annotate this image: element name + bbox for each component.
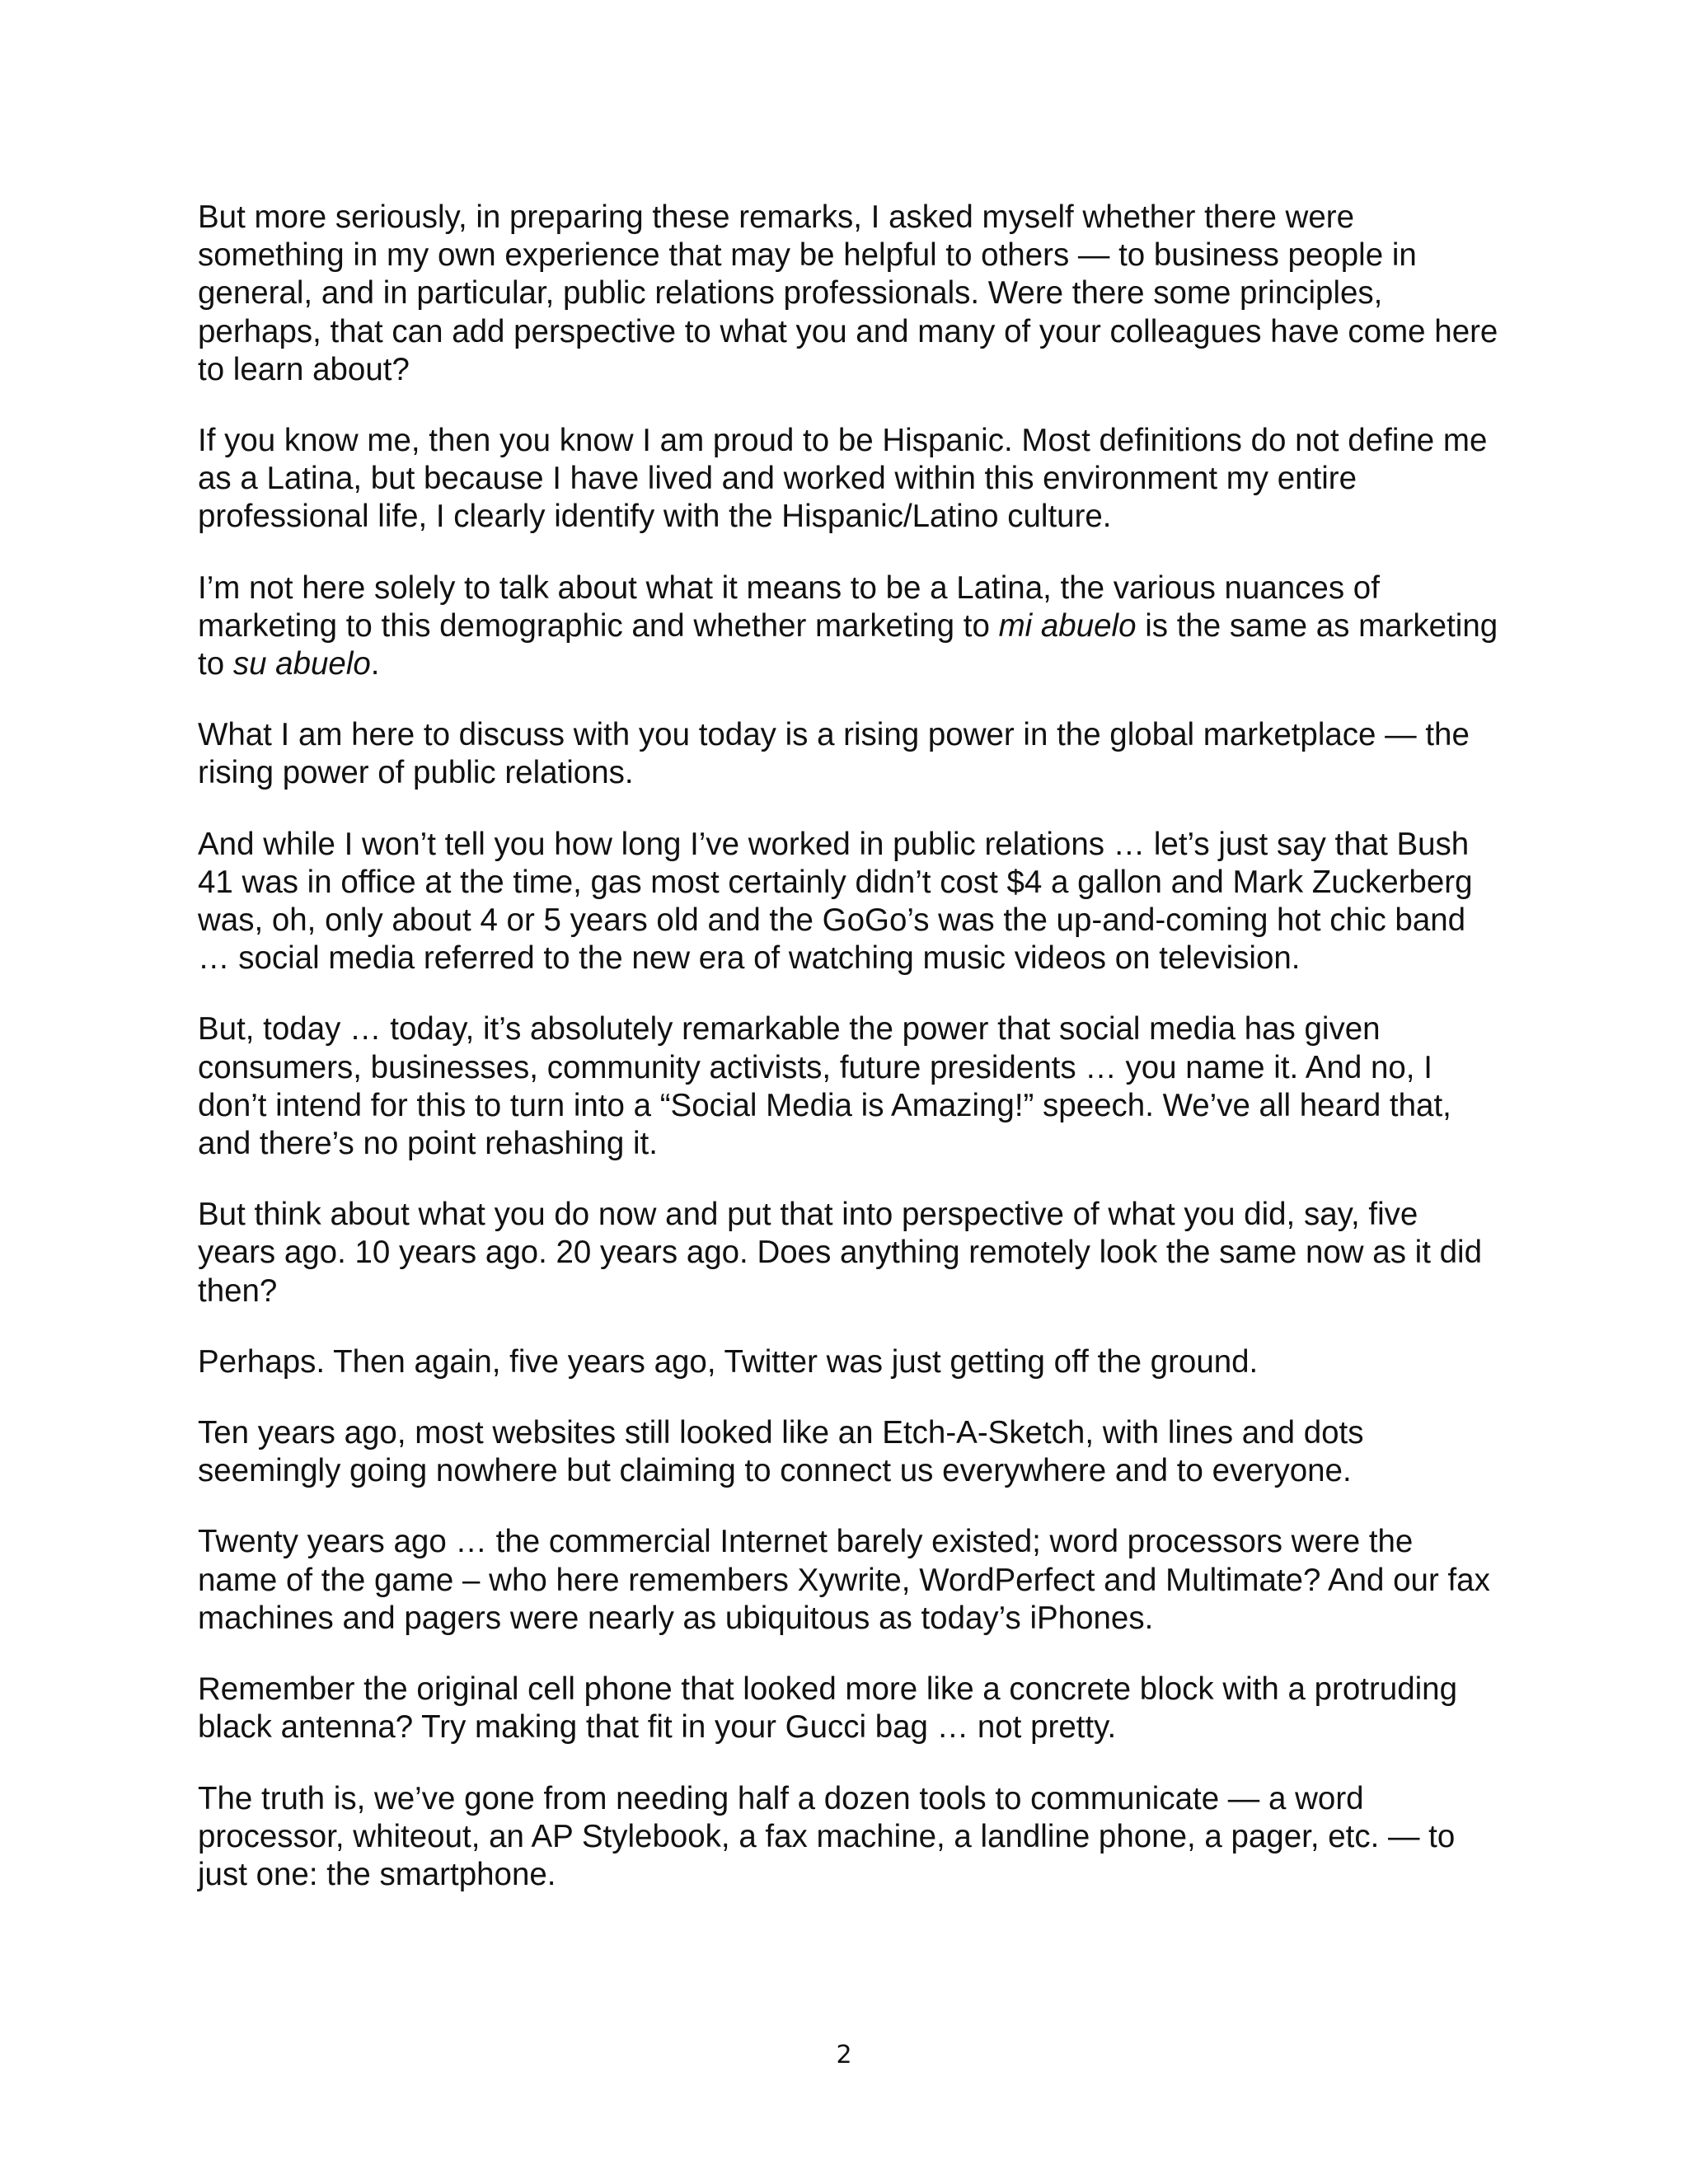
paragraph	[198, 569, 1500, 684]
paragraph-text: .	[370, 646, 380, 682]
paragraph-text: is the same as marketing to	[198, 607, 1498, 682]
paragraph	[198, 1343, 1500, 1381]
paragraph	[198, 1671, 1500, 1746]
paragraph	[198, 1780, 1500, 1895]
paragraph-text: Perhaps. Then again, five years ago, Twitter was just getting off the ground.	[198, 1343, 1259, 1380]
paragraph-text: Twenty years ago … the commercial Internet barely existed; word processors were the name of the game – who here remembers Xywrite, WordPerfect and Multimate? And our fax machines and pagers were nearly as ubiquitous as today’s iPhones.	[198, 1524, 1490, 1636]
speech-body	[198, 199, 1500, 1927]
paragraph	[198, 826, 1500, 978]
paragraph	[198, 199, 1500, 389]
paragraph-text: But think about what you do now and put that into perspective of what you did, say, five years ago. 10 years ago. 20 years ago. Does anything remotely look the same now as it did then?	[198, 1197, 1482, 1309]
paragraph-text: The truth is, we’ve gone from needing half a dozen tools to communicate — a word processor, whiteout, an AP Stylebook, a fax machine, a landline phone, a pager, etc. — to just one: the smartphone.	[198, 1780, 1456, 1892]
paragraph-text: But, today … today, it’s absolutely remarkable the power that social media has given consumers, businesses, community activists, future presidents … you name it. And no, I don’t intend for this to turn into a “Social Media is Amazing!” speech. We’ve all heard that, and there’s no point rehashing it.	[198, 1011, 1451, 1162]
paragraph	[198, 716, 1500, 792]
paragraph	[198, 1010, 1500, 1163]
paragraph-text: And while I won’t tell you how long I’ve worked in public relations … let’s just say that Bush 41 was in office at the time, gas most certainly didn’t cost $4 a gallon and Mark Zuckerberg was, oh, only about 4 or 5 years old and the GoGo’s was the up-and-coming hot chic band … social media referred to the new era of watching music videos on television.	[198, 826, 1473, 977]
paragraph	[198, 1196, 1500, 1310]
paragraph-text: I’m not here solely to talk about what it means to be a Latina, the various nuances of marketing to this demographic and whether marketing to	[198, 569, 1380, 644]
italic-phrase: mi abuelo	[998, 607, 1137, 644]
italic-phrase: su abuelo	[232, 646, 371, 682]
paragraph	[198, 1414, 1500, 1490]
page-number: 2	[836, 2041, 852, 2069]
paragraph-text: Ten years ago, most websites still looked like an Etch-A-Sketch, with lines and dots seemingly going nowhere but claiming to connect us everywhere and to everyone.	[198, 1415, 1364, 1489]
paragraph	[198, 1523, 1500, 1638]
paragraph-text: But more seriously, in preparing these remarks, I asked myself whether there were something in my own experience that may be helpful to others — to business people in general, and in particular, public relations professionals. Were there some principles, perhaps, that can add perspective to what you and many of your colleagues have come here to learn about?	[198, 199, 1498, 387]
paragraph-text: Remember the original cell phone that looked more like a concrete block with a protruding black antenna? Try making that fit in your Gucci bag … not pretty.	[198, 1671, 1457, 1746]
paragraph-text: If you know me, then you know I am proud to be Hispanic. Most definitions do not define me as a Latina, but because I have lived and worked within this environment my entire professional life, I clearly identify with the Hispanic/Latino culture.	[198, 423, 1488, 535]
paragraph-text: What I am here to discuss with you today is a rising power in the global marketplace — the rising power of public relations.	[198, 717, 1470, 791]
paragraph	[198, 422, 1500, 537]
